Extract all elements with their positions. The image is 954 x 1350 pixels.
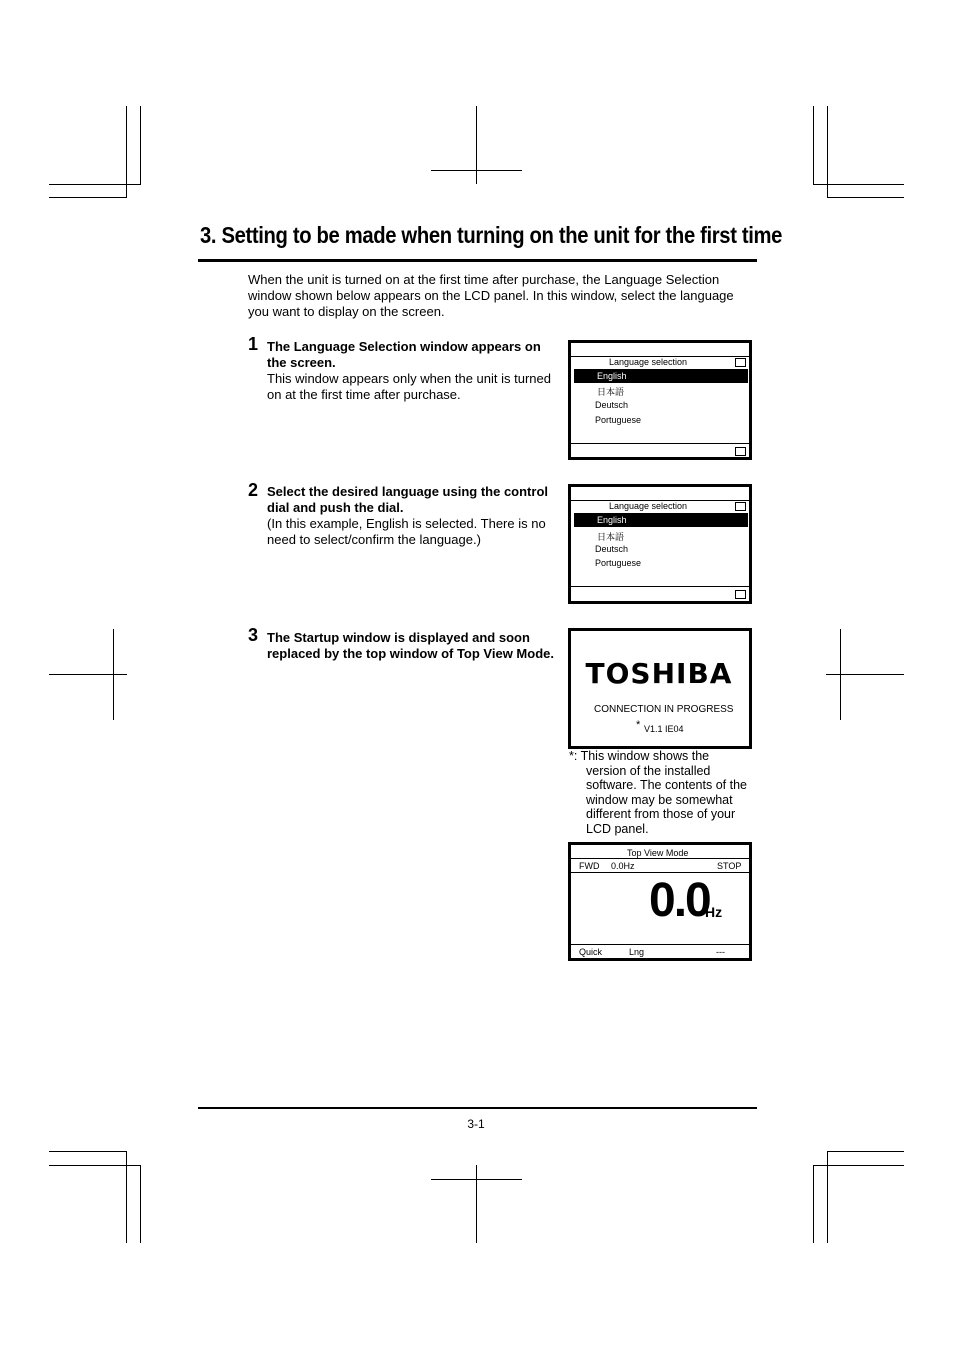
lcd-bottom-line <box>571 443 749 444</box>
language-option-japanese: 日本語 <box>597 532 625 542</box>
language-option-portuguese: Portuguese <box>595 415 642 425</box>
step-number-3: 3 <box>248 625 259 645</box>
direction-label: FWD <box>579 861 600 871</box>
step-3-heading: The Startup window is displayed and soon replaced by the top window of Top View Mode. <box>267 630 554 661</box>
version-asterisk: * <box>636 719 641 731</box>
step-1-text: This window appears only when the unit is turned on at the first time after purchase. <box>267 371 551 402</box>
language-option-portuguese: Portuguese <box>595 558 642 568</box>
step-number-2: 2 <box>248 480 259 500</box>
lcd-softkey-icon <box>735 590 746 599</box>
footer-rule <box>198 1107 757 1109</box>
language-selection-screen-1 <box>568 340 752 460</box>
toshiba-logo: TOSHIBA <box>585 657 733 690</box>
language-option-selected: English <box>574 369 748 383</box>
lcd-indicator-icon <box>735 502 746 511</box>
softkey-quick: Quick <box>579 947 603 957</box>
page-number: 3-1 <box>467 1117 485 1131</box>
step-1 <box>267 339 557 403</box>
step-3 <box>267 630 557 662</box>
lcd-bottom-line <box>571 586 749 587</box>
step-2-heading: Select the desired language using the control dial and push the dial. <box>267 484 548 515</box>
step-2-text: (In this example, English is selected. There is no need to select/confirm the language.) <box>267 516 546 547</box>
lcd-indicator-icon <box>735 358 746 367</box>
page-title: 3. Setting to be made when turning on the unit for the first time <box>200 222 783 248</box>
lcd-header: Language selection <box>609 501 688 511</box>
softkey-language: Lng <box>629 947 645 957</box>
lcd-header: Language selection <box>609 357 688 367</box>
frequency-display: 0.0 <box>649 874 710 927</box>
language-option-deutsch: Deutsch <box>595 544 629 554</box>
language-option-deutsch: Deutsch <box>595 400 629 410</box>
lcd-softkey-icon <box>735 447 746 456</box>
software-version: V1.1 IE04 <box>644 724 684 734</box>
language-option-japanese: 日本語 <box>597 387 625 397</box>
lcd-bottom-line <box>571 944 749 945</box>
frequency-unit: Hz <box>705 904 723 920</box>
intro-paragraph: When the unit is turned on at the first time after purchase, the Language Selection window shown below appears on the LCD panel. In this window, select the language you want to display on the screen. <box>248 272 734 319</box>
run-state: STOP <box>717 861 742 871</box>
step-number-1: 1 <box>248 334 259 354</box>
language-selection-screen-2 <box>568 484 752 604</box>
title-rule <box>198 259 757 262</box>
note-body: version of the installed software. The contents of the window may be somewhat different from those of your LCD panel. <box>586 763 747 836</box>
startup-screen <box>568 628 752 749</box>
step-2 <box>267 484 557 548</box>
lcd-header: Top View Mode <box>627 848 689 858</box>
softkey-empty: --- <box>716 947 725 957</box>
step-1-heading: The Language Selection window appears on the screen. <box>267 339 541 370</box>
language-option-selected: English <box>574 513 748 527</box>
connection-status: CONNECTION IN PROGRESS <box>594 704 734 715</box>
top-view-mode-screen <box>568 842 752 961</box>
lcd-top-line <box>571 858 749 859</box>
version-note <box>569 749 754 836</box>
frequency-small: 0.0Hz <box>611 861 635 871</box>
note-first-line: *: This window shows the <box>569 749 710 763</box>
